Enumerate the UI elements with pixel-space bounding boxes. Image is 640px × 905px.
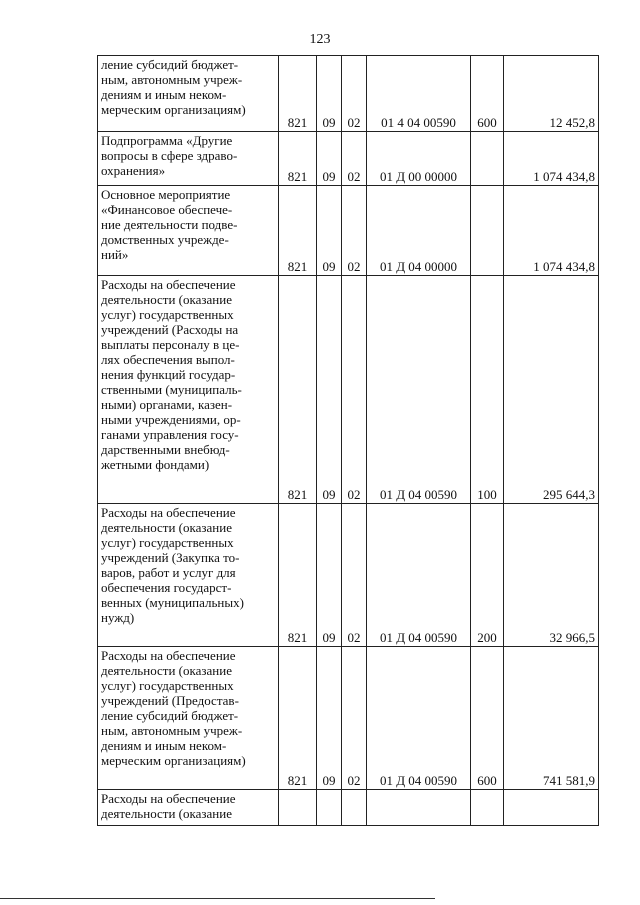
expense-type-code: 600 <box>471 647 504 790</box>
section-code: 09 <box>317 504 342 647</box>
amount-value: 741 581,9 <box>504 647 599 790</box>
budget-table <box>97 55 599 826</box>
amount-value: 12 452,8 <box>504 56 599 132</box>
table-row <box>98 56 599 132</box>
amount-value <box>504 790 599 826</box>
ministry-code: 821 <box>279 186 317 276</box>
target-article-code: 01 Д 00 00000 <box>367 132 471 186</box>
subsection-code: 02 <box>342 647 367 790</box>
expense-type-code <box>471 132 504 186</box>
subsection-code: 02 <box>342 186 367 276</box>
ministry-code: 821 <box>279 276 317 504</box>
table-body <box>98 56 599 826</box>
expense-type-code <box>471 790 504 826</box>
amount-value: 1 074 434,8 <box>504 132 599 186</box>
target-article-code: 01 Д 04 00590 <box>367 276 471 504</box>
section-code: 09 <box>317 276 342 504</box>
table-row <box>98 647 599 790</box>
expense-type-code: 600 <box>471 56 504 132</box>
amount-value: 1 074 434,8 <box>504 186 599 276</box>
table-row <box>98 186 599 276</box>
section-code: 09 <box>317 56 342 132</box>
subsection-code: 02 <box>342 56 367 132</box>
target-article-code: 01 Д 04 00590 <box>367 647 471 790</box>
row-description: ление субсидий бюджет- ным, автономным учреж- дениям и иным неком- мерческим организациям) <box>98 56 279 132</box>
page-number: 123 <box>309 32 331 47</box>
table-row <box>98 504 599 647</box>
ministry-code <box>279 790 317 826</box>
table-row <box>98 790 599 826</box>
row-description: Подпрограмма «Другие вопросы в сфере здраво- охранения» <box>98 132 279 186</box>
expense-type-code <box>471 186 504 276</box>
subsection-code: 02 <box>342 504 367 647</box>
section-code <box>317 790 342 826</box>
section-code: 09 <box>317 132 342 186</box>
row-description: Основное мероприятие «Финансовое обеспече- ние деятельности подве- домственных учрежде- ний» <box>98 186 279 276</box>
subsection-code: 02 <box>342 276 367 504</box>
expense-type-code: 100 <box>471 276 504 504</box>
row-description: Расходы на обеспечение деятельности (оказание услуг) государственных учреждений (Расходы на выплаты персоналу в це- лях обеспечения выпол- нения функций государ- ственными (муниципаль- ными) органами, казен- ными учреждениями, ор- ганами управления госу- дарственными внебюд- жетными фондами) <box>98 276 279 504</box>
subsection-code <box>342 790 367 826</box>
expense-type-code: 200 <box>471 504 504 647</box>
row-description: Расходы на обеспечение деятельности (оказание услуг) государственных учреждений (Закупка то- варов, работ и услуг для обеспечения государст- венных (муниципальных) нужд) <box>98 504 279 647</box>
target-article-code: 01 Д 04 00590 <box>367 504 471 647</box>
row-description: Расходы на обеспечение деятельности (оказание услуг) государственных учреждений (Предостав- ление субсидий бюджет- ным, автономным учреж- дениям и иным неком- мерческим организациям) <box>98 647 279 790</box>
target-article-code <box>367 790 471 826</box>
section-code: 09 <box>317 186 342 276</box>
ministry-code: 821 <box>279 504 317 647</box>
amount-value: 32 966,5 <box>504 504 599 647</box>
footer-rule <box>0 898 435 899</box>
ministry-code: 821 <box>279 132 317 186</box>
table-row <box>98 132 599 186</box>
section-code: 09 <box>317 647 342 790</box>
subsection-code: 02 <box>342 132 367 186</box>
target-article-code: 01 4 04 00590 <box>367 56 471 132</box>
amount-value: 295 644,3 <box>504 276 599 504</box>
row-description: Расходы на обеспечение деятельности (оказание <box>98 790 279 826</box>
ministry-code: 821 <box>279 647 317 790</box>
ministry-code: 821 <box>279 56 317 132</box>
target-article-code: 01 Д 04 00000 <box>367 186 471 276</box>
table-row <box>98 276 599 504</box>
